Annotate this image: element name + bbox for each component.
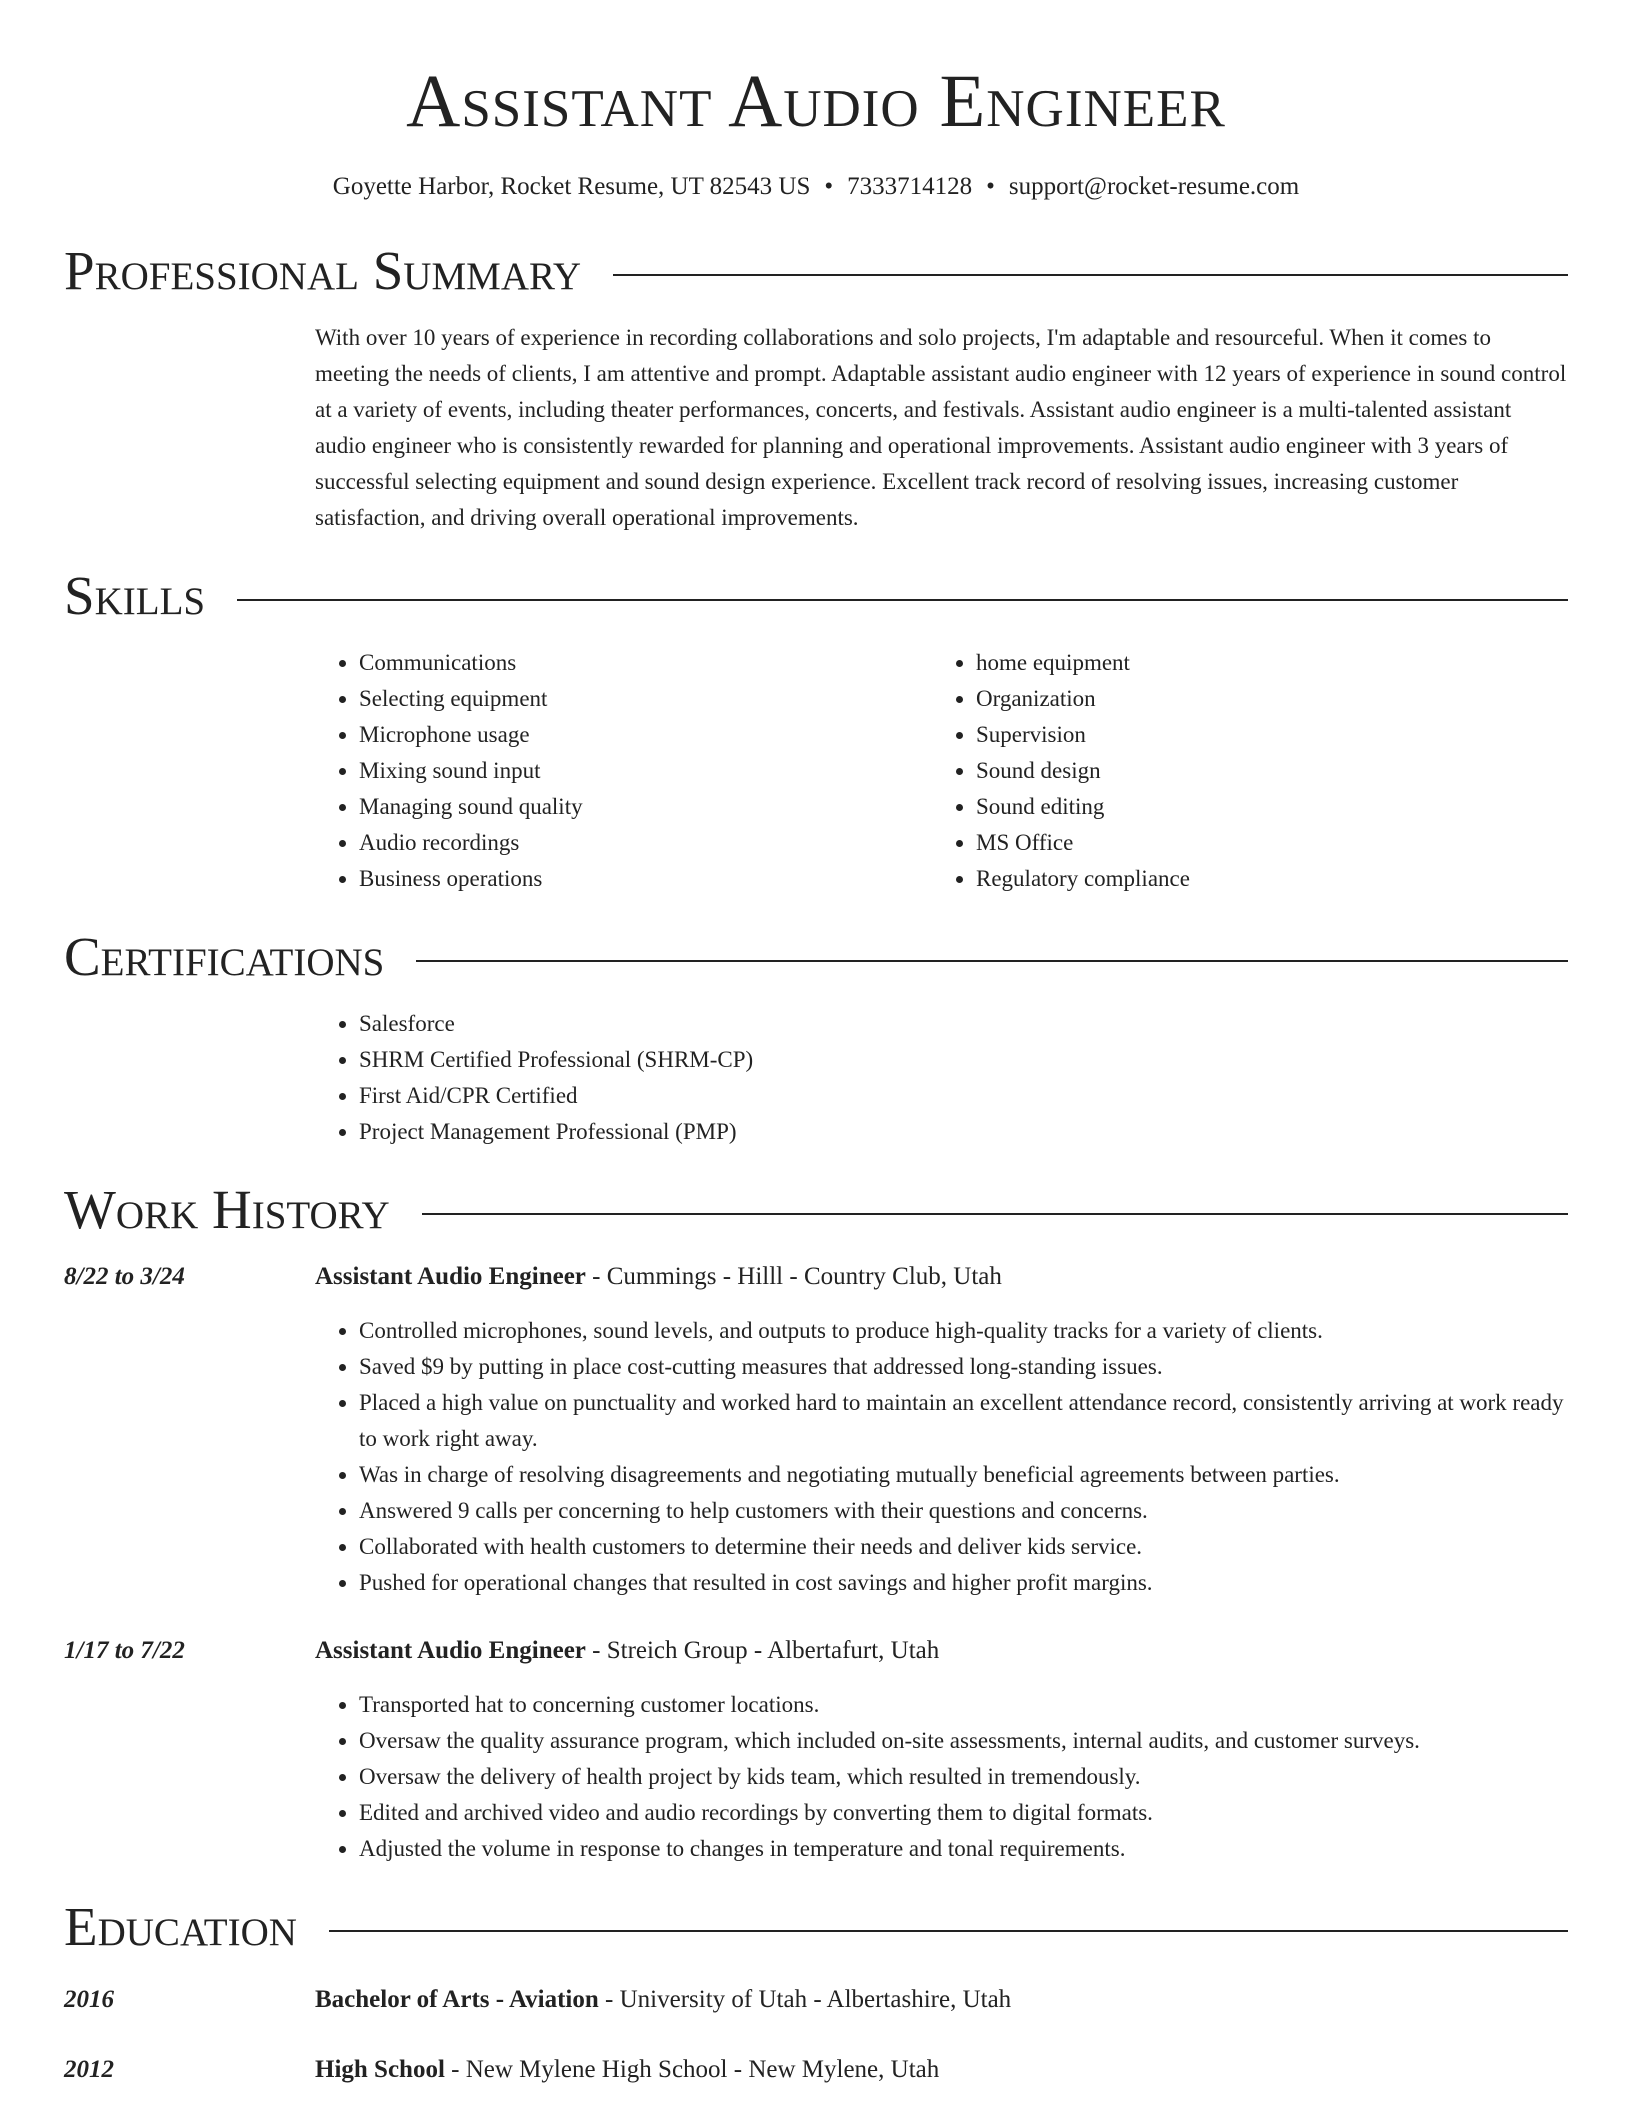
skill-item: • Managing sound quality <box>359 789 932 825</box>
section-divider <box>237 599 1568 601</box>
job-bullet: • Was in charge of resolving disagreements and negotiating mutually beneficial agreements between parties. <box>359 1457 1568 1493</box>
job-bullet: • Edited and archived video and audio recordings by converting them to digital formats. <box>359 1795 1568 1831</box>
contact-separator: • <box>824 173 834 200</box>
education-year: 2012 <box>64 2056 114 2083</box>
certification-item: • Project Management Professional (PMP) <box>359 1114 1568 1150</box>
job-bullets <box>315 1313 1568 1601</box>
job-bullet: • Placed a high value on punctuality and worked hard to maintain an excellent attendance record, consistently arriving at work ready to work right away. <box>359 1385 1568 1457</box>
skill-item: • Business operations <box>359 861 932 897</box>
resume-page <box>64 0 1568 2088</box>
education-degree: Bachelor of Arts - Aviation <box>315 1986 599 2013</box>
work-section-title: Work History <box>64 1179 390 1240</box>
skill-item: • Organization <box>976 681 1549 717</box>
certifications-section-title: Certifications <box>64 926 385 987</box>
certifications-body <box>315 1006 1568 1150</box>
job-dates: 1/17 to 7/22 <box>64 1637 185 1664</box>
contact-line <box>64 173 1568 201</box>
job-bullet: • Controlled microphones, sound levels, and outputs to produce high-quality tracks for a variety of clients. <box>359 1313 1568 1349</box>
section-divider <box>416 960 1568 962</box>
summary-section-header <box>64 240 1568 301</box>
job-bullet: • Answered 9 calls per concerning to help customers with their questions and concerns. <box>359 1493 1568 1529</box>
job-bullet: • Transported hat to concerning customer locations. <box>359 1687 1568 1723</box>
job-bullets <box>315 1687 1568 1867</box>
skill-item: • Sound design <box>976 753 1549 789</box>
job-bullet: • Saved $9 by putting in place cost-cutting measures that addressed long-standing issues. <box>359 1349 1568 1385</box>
skill-item: • Selecting equipment <box>359 681 932 717</box>
skills-list-right <box>932 645 1549 897</box>
certification-item: • Salesforce <box>359 1006 1568 1042</box>
education-section-title: Education <box>64 1896 297 1957</box>
education-section-header <box>64 1896 1568 1957</box>
summary-section-title: Professional Summary <box>64 240 582 301</box>
job-entry <box>64 1633 1568 1867</box>
section-divider <box>613 274 1568 276</box>
job-header <box>64 1633 1568 1669</box>
job-bullet: • Pushed for operational changes that resulted in cost savings and higher profit margins. <box>359 1565 1568 1601</box>
summary-text: With over 10 years of experience in recording collaborations and solo projects, I'm adaptable and resourceful. When it comes to meeting the needs of clients, I am attentive and prompt. Adaptable assistant audio engineer with 12 years of experience in sound control at a variety of events, including theater performances, concerts, and festivals. Assistant audio engineer is a multi-talented assistant audio engineer who is consistently rewarded for planning and operational improvements. Assistant audio engineer with 3 years of successful selecting equipment and sound design experience. Excellent track record of resolving issues, increasing customer satisfaction, and driving overall operational improvements. <box>315 325 1567 530</box>
job-bullet: • Collaborated with health customers to determine their needs and deliver kids service. <box>359 1529 1568 1565</box>
section-divider <box>422 1213 1568 1215</box>
section-divider <box>329 1930 1568 1932</box>
skills-body <box>315 645 1568 897</box>
education-year: 2016 <box>64 1986 114 2013</box>
skills-section-header <box>64 565 1568 626</box>
job-title-line <box>315 1633 1568 1669</box>
skill-item: • Sound editing <box>976 789 1549 825</box>
education-degree: High School <box>315 2056 445 2083</box>
skill-item: • Supervision <box>976 717 1549 753</box>
job-details: - Cummings - Hilll - Country Club, Utah <box>585 1263 1002 1290</box>
education-entry <box>64 1982 1568 2018</box>
job-title-line <box>315 1259 1568 1295</box>
certification-item: • SHRM Certified Professional (SHRM-CP) <box>359 1042 1568 1078</box>
certifications-section-header <box>64 926 1568 987</box>
summary-body <box>315 320 1568 536</box>
skill-item: • Audio recordings <box>359 825 932 861</box>
job-entry <box>64 1259 1568 1601</box>
skill-item: • Mixing sound input <box>359 753 932 789</box>
job-details: - Streich Group - Albertafurt, Utah <box>585 1637 940 1664</box>
skill-item: • Communications <box>359 645 932 681</box>
job-header <box>64 1259 1568 1295</box>
contact-separator: • <box>986 173 995 200</box>
resume-name: Assistant Audio Engineer <box>406 60 1226 143</box>
work-section-header <box>64 1179 1568 1240</box>
skill-item: • MS Office <box>976 825 1549 861</box>
job-bullet: • Adjusted the volume in response to changes in temperature and tonal requirements. <box>359 1831 1568 1867</box>
education-line <box>315 2052 1568 2088</box>
education-line <box>315 1982 1568 2018</box>
skills-section-title: Skills <box>64 565 206 626</box>
skill-item: • Regulatory compliance <box>976 861 1549 897</box>
job-dates: 8/22 to 3/24 <box>64 1263 185 1290</box>
education-details: - University of Utah - Albertashire, Utah <box>598 1986 1012 2013</box>
job-bullet: • Oversaw the delivery of health project by kids team, which resulted in tremendously. <box>359 1759 1568 1795</box>
skill-item: • Microphone usage <box>359 717 932 753</box>
job-role: Assistant Audio Engineer <box>315 1637 586 1664</box>
job-role: Assistant Audio Engineer <box>315 1263 586 1290</box>
job-bullet: • Oversaw the quality assurance program, which included on-site assessments, internal audits, and customer surveys. <box>359 1723 1568 1759</box>
education-details: - New Mylene High School - New Mylene, Utah <box>444 2056 940 2083</box>
skills-list-left <box>315 645 932 897</box>
certifications-list <box>315 1006 1568 1150</box>
education-entry <box>64 2052 1568 2088</box>
contact-phone: 7333714128 <box>847 173 973 200</box>
contact-email: support@rocket-resume.com <box>1008 173 1300 200</box>
contact-address: Goyette Harbor, Rocket Resume, UT 82543 US <box>332 173 811 200</box>
skill-item: • home equipment <box>976 645 1549 681</box>
certification-item: • First Aid/CPR Certified <box>359 1078 1568 1114</box>
